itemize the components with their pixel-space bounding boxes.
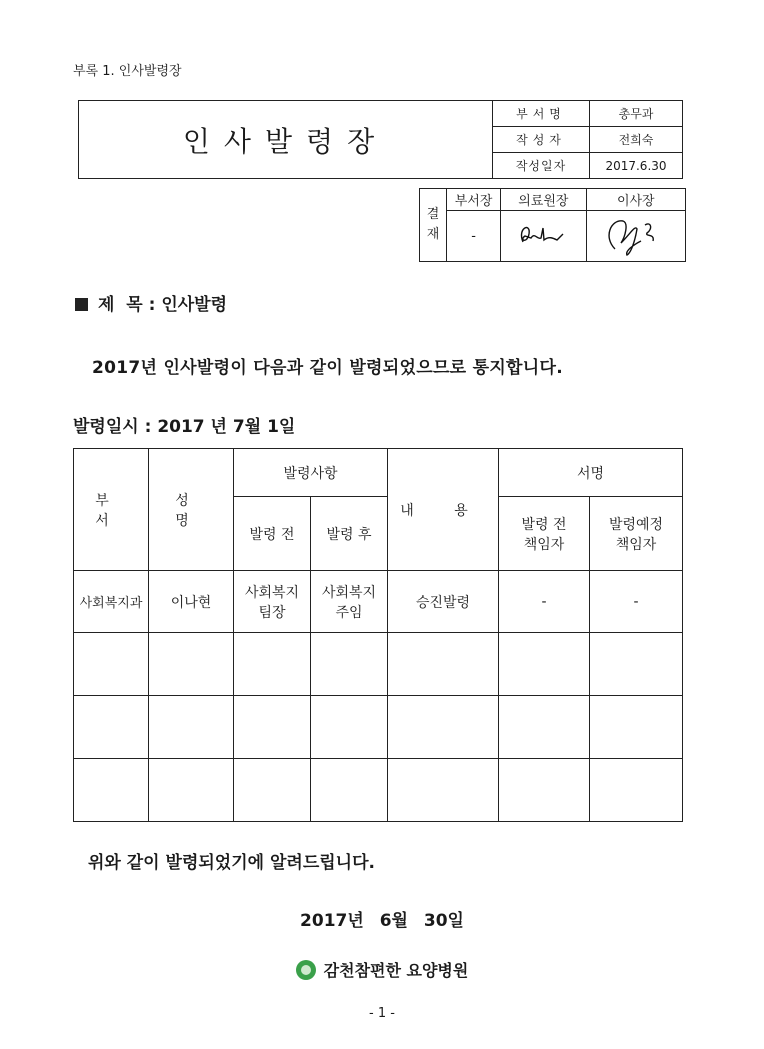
signature-chairman	[601, 211, 671, 257]
meta-value-dept: 총무과	[590, 101, 683, 127]
meta-value-author: 전희숙	[590, 127, 683, 153]
subject-label: 제 목 :	[98, 295, 162, 315]
approval-medical-director-signature	[501, 211, 586, 262]
header-sign-before: 발령 전 책임자	[499, 497, 590, 571]
table-row-empty	[74, 633, 683, 696]
page-number: - 1 -	[369, 1006, 395, 1021]
hospital-logo-icon	[296, 960, 316, 980]
intro-text: 2017년 인사발령이 다음과 같이 발령되었으므로 통지합니다.	[92, 358, 563, 378]
header-sign-planned: 발령예정 책임자	[590, 497, 683, 571]
meta-label-date: 작성일자	[493, 153, 590, 179]
cell-sign-before: -	[499, 571, 590, 633]
approval-chairman-signature	[586, 211, 685, 262]
table-row	[74, 571, 683, 633]
cell-name: 이나현	[149, 571, 234, 633]
header-sign-group: 서명	[499, 449, 683, 497]
meta-label-author: 작성자	[493, 127, 590, 153]
meta-label-dept: 부서명	[493, 101, 590, 127]
header-before: 발령 전	[234, 497, 311, 571]
cell-dept: 사회복지과	[74, 571, 149, 633]
approval-box	[419, 188, 686, 262]
header-after: 발령 후	[311, 497, 388, 571]
document-title: 인사발령장	[182, 124, 389, 158]
header-dept: 부 서	[74, 449, 149, 571]
square-bullet-icon	[75, 298, 88, 311]
signature-medical-director	[513, 216, 573, 252]
approval-col-dept-head: 부서장	[447, 189, 501, 211]
cell-after: 사회복지 주임	[311, 571, 388, 633]
closing-text: 위와 같이 발령되었기에 알려드립니다.	[88, 853, 375, 873]
personnel-table	[73, 448, 683, 822]
effective-date: 발령일시 : 2017 년 7월 1일	[73, 417, 296, 437]
approval-label	[420, 189, 447, 262]
cell-before: 사회복지 팀장	[234, 571, 311, 633]
approval-dept-head-value: -	[447, 211, 501, 262]
cell-sign-planned: -	[590, 571, 683, 633]
meta-value-date: 2017.6.30	[590, 153, 683, 179]
appendix-label: 부록 1. 인사발령장	[73, 64, 182, 79]
approval-col-chairman: 이사장	[586, 189, 685, 211]
subject-value: 인사발령	[161, 295, 228, 315]
approval-col-medical-director: 의료원장	[501, 189, 586, 211]
header-change-group: 발령사항	[234, 449, 388, 497]
approval-label-bottom: 재	[426, 227, 440, 242]
header-name: 성 명	[149, 449, 234, 571]
table-row-empty	[74, 759, 683, 822]
organization-name: 감천참편한 요양병원	[323, 961, 469, 980]
approval-label-top: 결	[426, 207, 440, 222]
cell-content: 승진발령	[388, 571, 499, 633]
document-title-cell	[79, 101, 493, 179]
header-content: 내 용	[388, 449, 499, 571]
table-row-empty	[74, 696, 683, 759]
document-header	[78, 100, 683, 179]
signature-date: 2017년 6월 30일	[300, 911, 464, 931]
subject-line	[75, 290, 227, 315]
organization	[0, 958, 764, 981]
